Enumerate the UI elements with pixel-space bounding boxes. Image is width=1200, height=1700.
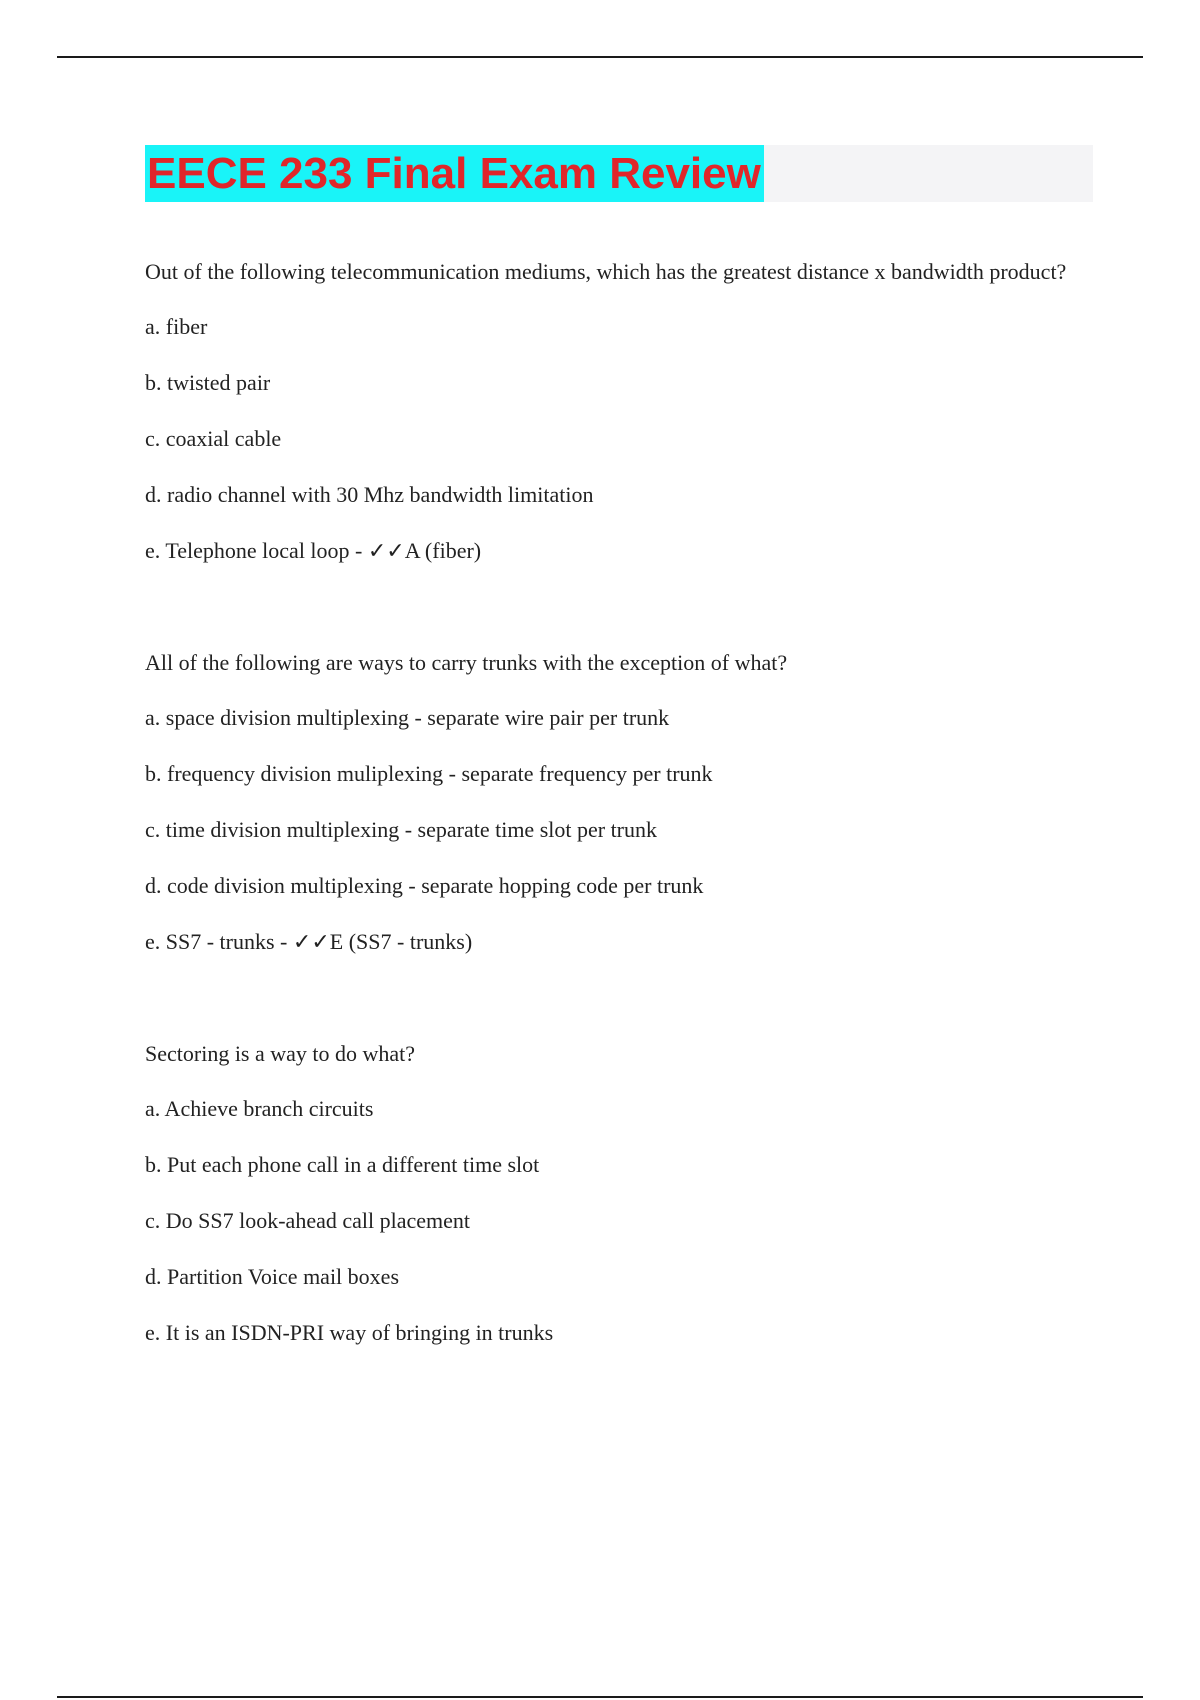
question-text: All of the following are ways to carry trunks with the exception of what? xyxy=(145,650,788,675)
question-text: Out of the following telecommunication mediums, which has the greatest distance x bandwidth product? xyxy=(145,259,1067,284)
answer-option-text: e. SS7 - trunks - xyxy=(145,929,293,954)
answer-option: a. Achieve branch circuits xyxy=(145,1096,374,1121)
correct-answer: E (SS7 - trunks) xyxy=(329,929,473,954)
answer-option: a. fiber xyxy=(145,314,208,339)
question-text: Sectoring is a way to do what? xyxy=(145,1041,416,1066)
question-block xyxy=(145,635,1095,970)
answer-option: c. coaxial cable xyxy=(145,426,282,451)
answer-option: d. radio channel with 30 Mhz bandwidth limitation xyxy=(145,482,594,507)
question-block xyxy=(145,1026,1095,1361)
answer-option: d. Partition Voice mail boxes xyxy=(145,1264,399,1289)
question-block xyxy=(145,244,1095,579)
answer-option: d. code division multiplexing - separate hopping code per trunk xyxy=(145,873,704,898)
answer-option: c. Do SS7 look-ahead call placement xyxy=(145,1208,471,1233)
answer-option: b. Put each phone call in a different time slot xyxy=(145,1152,540,1177)
answer-option-text: e. Telephone local loop - xyxy=(145,538,368,563)
check-mark-icon: ✓✓ xyxy=(292,930,330,955)
answer-option: a. space division multiplexing - separate wire pair per trunk xyxy=(145,705,670,730)
answer-option: e. It is an ISDN-PRI way of bringing in trunks xyxy=(145,1320,554,1345)
footer-rule xyxy=(57,1696,1143,1698)
check-mark-icon: ✓✓ xyxy=(367,539,405,564)
document-title: EECE 233 Final Exam Review xyxy=(145,145,764,202)
exam-content xyxy=(145,244,1095,1417)
answer-option-with-key xyxy=(145,523,1095,579)
answer-option: b. frequency division muliplexing - separate frequency per trunk xyxy=(145,761,713,786)
answer-option-with-key xyxy=(145,914,1095,970)
answer-option: b. twisted pair xyxy=(145,370,271,395)
correct-answer: A (fiber) xyxy=(404,538,482,563)
header-rule xyxy=(57,56,1143,58)
answer-option: c. time division multiplexing - separate time slot per trunk xyxy=(145,817,658,842)
